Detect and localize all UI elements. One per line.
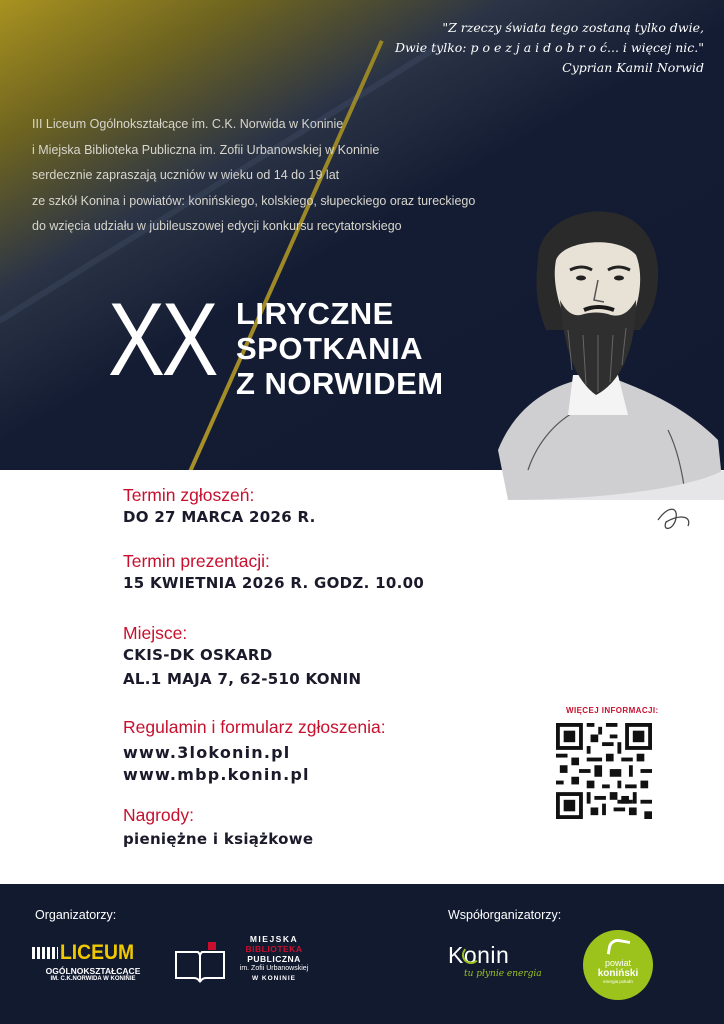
event-title — [236, 296, 444, 401]
mbp-line-2: BIBLIOTEKA — [245, 944, 303, 954]
powiat-line-1: powiat — [604, 958, 631, 968]
powiat-logo[interactable] — [583, 930, 653, 1000]
presentation-label: Termin prezentacji: — [123, 551, 270, 571]
intro-line: i Miejska Biblioteka Publiczna im. Zofii Urbanowskiej w Koninie — [32, 142, 380, 157]
mbp-line-1: MIEJSKA — [249, 934, 299, 944]
norwid-portrait — [468, 200, 724, 540]
edition-number: XX — [108, 282, 216, 398]
deadline-value: DO 27 MARCA 2026 R. — [123, 508, 316, 526]
rules-link-2[interactable]: www.mbp.konin.pl — [123, 765, 310, 784]
mbp-logo[interactable] — [172, 934, 332, 990]
liceum-logo[interactable]: LICEUM OGÓLNOKSZTAŁCĄCE IM. C.K.NORWIDA W KONINIE — [32, 942, 154, 982]
qr-label: WIĘCEJ INFORMACJI: — [566, 706, 659, 715]
place-value-1: CKIS-DK OSKARD — [123, 646, 273, 664]
powiat-horse-icon — [606, 937, 630, 957]
organizers-label: Organizatorzy: — [35, 908, 117, 922]
konin-swoosh-icon — [462, 946, 480, 964]
mbp-line-3: PUBLICZNA — [247, 954, 301, 964]
rules-link-1[interactable]: www.3lokonin.pl — [123, 743, 291, 762]
qr-code[interactable] — [556, 723, 652, 819]
quote-line-1: "Z rzeczy świata tego zostaną tylko dwie, — [442, 20, 704, 35]
powiat-line-2: koniński — [597, 968, 639, 979]
deadline-label: Termin zgłoszeń: — [123, 485, 255, 505]
konin-tagline: tu płynie energia — [464, 969, 542, 979]
intro-line: III Liceum Ogólnokształcące im. C.K. Norwida w Koninie — [32, 117, 344, 131]
book-icon — [172, 940, 228, 984]
liceum-patron: IM. C.K.NORWIDA W KONINIE — [50, 976, 136, 982]
footer — [0, 884, 724, 1024]
prizes-value: pieniężne i książkowe — [123, 830, 314, 848]
intro-line: do wzięcia udziału w jubileuszowej edycji konkursu recytatorskiego — [32, 219, 402, 233]
place-label: Miejsce: — [123, 623, 188, 643]
norwid-quote — [284, 18, 704, 78]
quote-author: Cyprian Kamil Norwid — [562, 60, 704, 75]
mbp-line-5: W KONINIE — [251, 975, 297, 982]
intro-line: serdecznie zapraszają uczniów w wieku od 14 do 19 lat — [32, 168, 340, 182]
konin-logo[interactable] — [448, 942, 568, 986]
konin-wordmark: Konin — [448, 942, 510, 968]
coorganizers-label: Współorganizatorzy: — [448, 908, 562, 922]
powiat-line-3: energia połudn — [603, 979, 633, 984]
qr-section — [556, 706, 659, 819]
title-line-1: LIRYCZNE — [236, 296, 394, 331]
title-line-3: Z NORWIDEM — [236, 366, 444, 401]
quote-line-2: Dwie tylko: p o e z j a i d o b r o ć... i więcej nic." — [395, 40, 704, 55]
presentation-value: 15 KWIETNIA 2026 R. GODZ. 10.00 — [123, 574, 425, 592]
place-value-2: AL.1 MAJA 7, 62-510 KONIN — [123, 670, 362, 688]
gold-stripe — [152, 40, 383, 470]
title-line-2: SPOTKANIA — [236, 331, 424, 366]
intro-line: ze szkół Konina i powiatów: konińskiego, kolskiego, słupeckiego oraz tureckiego — [32, 193, 476, 208]
rules-label: Regulamin i formularz zgłoszenia: — [123, 717, 386, 737]
invitation-text — [32, 112, 502, 240]
event-details — [123, 484, 424, 850]
prizes-label: Nagrody: — [123, 805, 195, 825]
liceum-type: OGÓLNOKSZTAŁCĄCE — [45, 966, 141, 976]
mbp-line-4: im. Zofii Urbanowskiej — [239, 965, 309, 972]
